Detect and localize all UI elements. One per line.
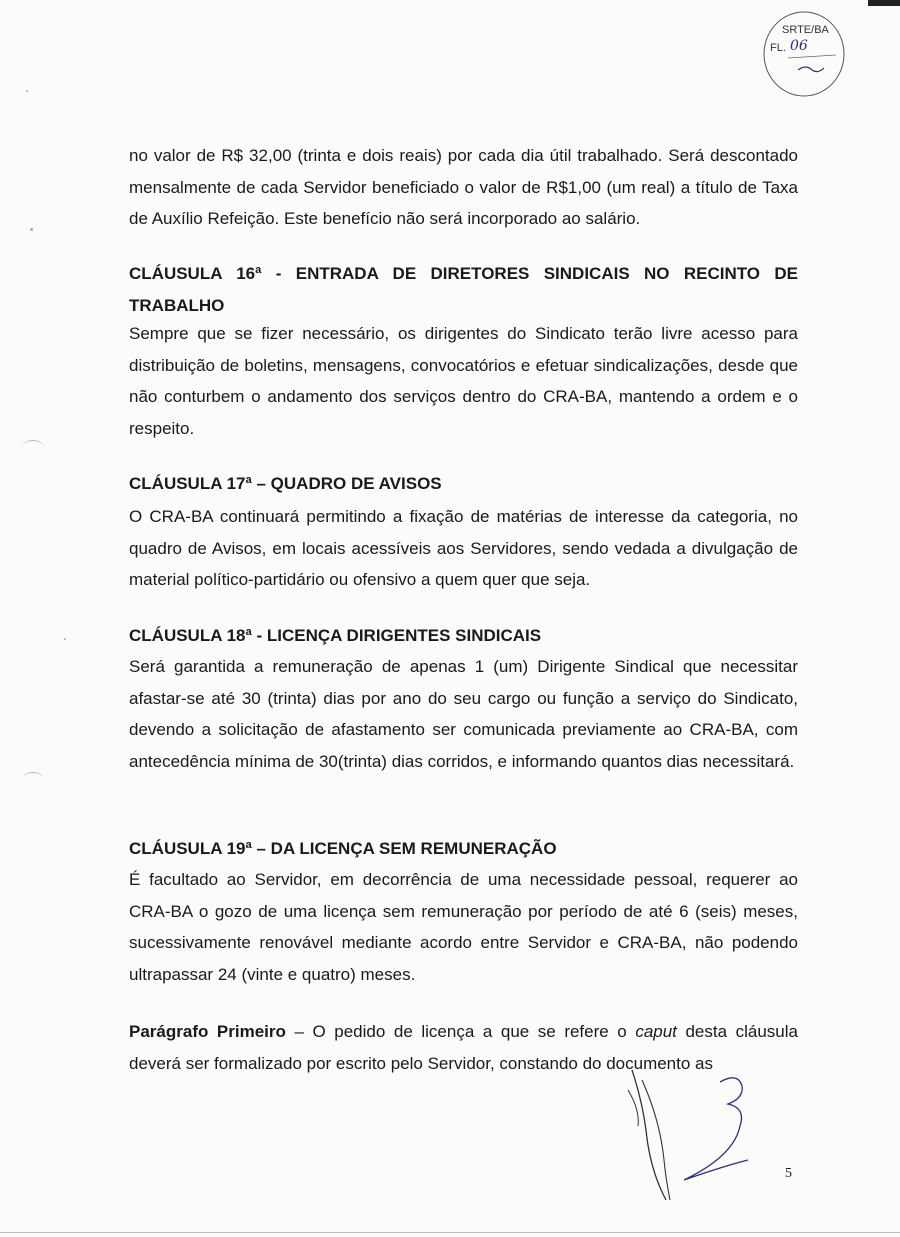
page-number: 5: [785, 1166, 792, 1181]
clause-17-title: CLÁUSULA 17ª – QUADRO DE AVISOS: [129, 474, 442, 493]
clause-16-title: CLÁUSULA 16ª - ENTRADA DE DIRETORES SINDICAIS NO RECINTO DE TRABALHO: [129, 264, 798, 315]
scan-speck: [26, 90, 28, 92]
clause-16-body: Sempre que se fizer necessário, os dirigentes do Sindicato terão livre acesso para distribuição de boletins, mensagens, convocatórios e efetuar sindicalizações, desde que não conturbem o andamento dos serviços dentro do CRA-BA, mantendo a ordem e o respeito.: [129, 324, 798, 438]
clause-18-title: CLÁUSULA 18ª - LICENÇA DIRIGENTES SINDICAIS: [129, 626, 542, 645]
paragraph-primeiro-text-b: desta cláusula deverá ser formalizado por escrito pelo Servidor, constando do documento as: [129, 1022, 798, 1073]
clause-18-body: Será garantida a remuneração de apenas 1 (um) Dirigente Sindical que necessitar afastar-se até 30 (trinta) dias por ano do seu cargo ou função a serviço do Sindicato, devendo a solicitação de afastamento ser comunicada previamente ao CRA-BA, com antecedência mínima de 30(trinta) dias corridos, e informando quantos dias necessitará.: [129, 657, 798, 771]
signature-scribble-icon: [620, 1060, 760, 1210]
stamp-folio-label: FL.: [770, 42, 786, 54]
srte-stamp: [758, 8, 848, 98]
clause-19-body: É facultado ao Servidor, em decorrência de uma necessidade pessoal, requerer ao CRA-BA o gozo de uma licença sem remuneração por período de até 6 (seis) meses, sucessivamente renovável mediante acordo entre Servidor e CRA-BA, não podendo ultrapassar 24 (vinte e quatro) meses.: [129, 870, 798, 984]
handwritten-signature: [620, 1060, 760, 1210]
intro-paragraph: no valor de R$ 32,00 (trinta e dois reais) por cada dia útil trabalhado. Será descontado mensalmente de cada Servidor beneficiado o valor de R$1,00 (um real) a título de Taxa de Auxílio Refeição. Este benefício não será incorporado ao salário.: [129, 146, 798, 228]
clause-17-body: O CRA-BA continuará permitindo a fixação de matérias de interesse da categoria, no quadro de Avisos, em locais acessíveis aos Servidores, sendo vedada a divulgação de material político-partidário ou ofensivo a quem quer que seja.: [129, 507, 798, 589]
scan-speck: [64, 638, 66, 640]
stamp-org-label: SRTE/BA: [782, 24, 829, 36]
scan-speck: [30, 228, 33, 231]
paragraph-primeiro-label: Parágrafo Primeiro: [129, 1022, 286, 1041]
stamp-folio-number: 06: [790, 38, 808, 54]
punch-hole-shadow: [22, 440, 44, 455]
scan-corner-mark: [868, 0, 900, 6]
caput-term: caput: [635, 1022, 677, 1041]
clause-19-title: CLÁUSULA 19ª – DA LICENÇA SEM REMUNERAÇÃO: [129, 839, 557, 858]
punch-hole-shadow: [22, 772, 44, 787]
page-bottom-edge: [0, 1232, 900, 1233]
paragraph-primeiro-text-a: – O pedido de licença a que se refere o: [285, 1022, 636, 1041]
